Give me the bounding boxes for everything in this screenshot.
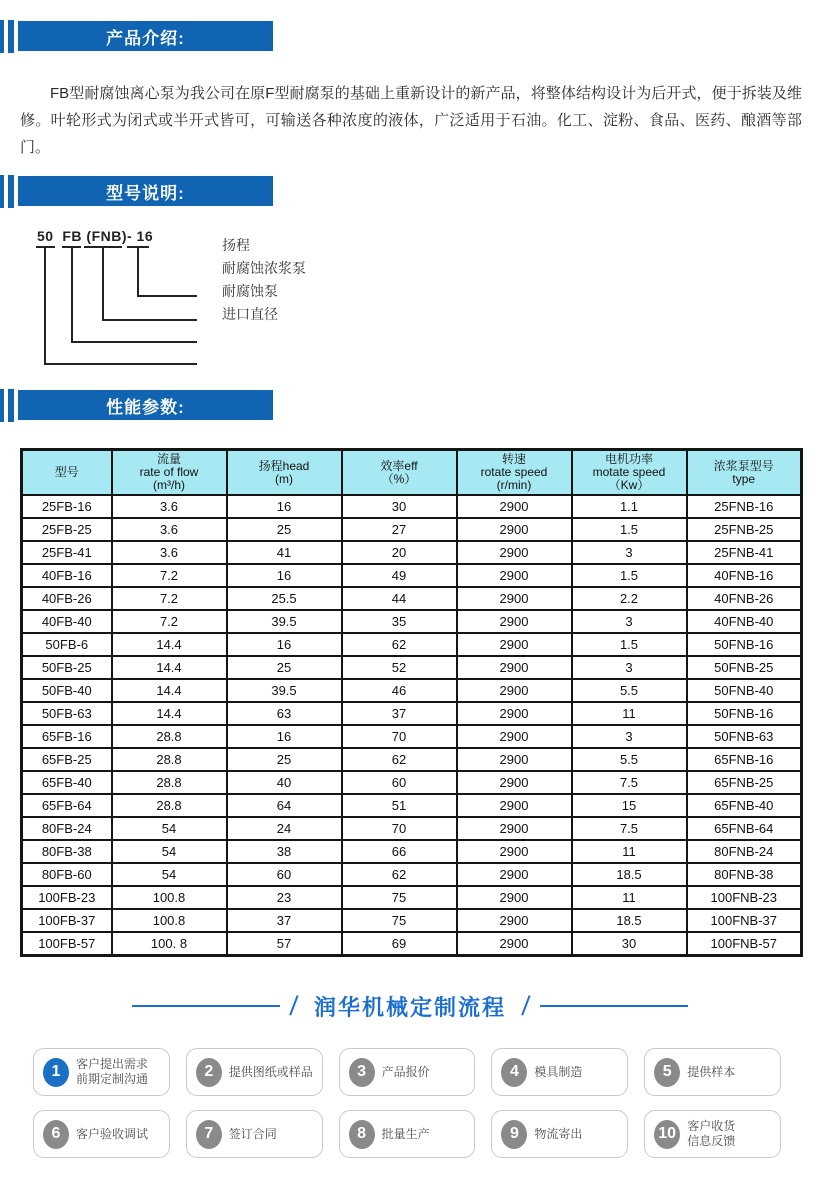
process-step-card <box>339 1048 476 1096</box>
table-cell: 70 <box>342 817 457 840</box>
table-cell: 50FB-25 <box>22 656 112 679</box>
table-cell: 3 <box>572 656 687 679</box>
table-cell: 100.8 <box>112 909 227 932</box>
table-cell: 65FB-64 <box>22 794 112 817</box>
table-cell: 25FB-25 <box>22 518 112 541</box>
table-cell: 57 <box>227 932 342 955</box>
table-cell: 2900 <box>457 610 572 633</box>
table-cell: 2900 <box>457 633 572 656</box>
step-label: 客户提出需求 前期定制沟通 <box>76 1057 149 1086</box>
table-cell: 70 <box>342 725 457 748</box>
model-label: 耐腐蚀泵 <box>222 283 278 299</box>
table-cell: 30 <box>342 495 457 518</box>
table-cell: 18.5 <box>572 863 687 886</box>
table-cell: 2900 <box>457 702 572 725</box>
model-label: 耐腐蚀浓浆泵 <box>222 260 306 276</box>
table-cell: 80FB-24 <box>22 817 112 840</box>
title-slash-right: / <box>520 990 532 1021</box>
table-cell: 25 <box>227 656 342 679</box>
table-cell: 54 <box>112 840 227 863</box>
table-cell: 2900 <box>457 495 572 518</box>
table-cell: 40FB-16 <box>22 564 112 587</box>
table-row <box>22 863 802 886</box>
table-cell: 60 <box>342 771 457 794</box>
table-cell: 51 <box>342 794 457 817</box>
table-cell: 20 <box>342 541 457 564</box>
banner-accent-bar <box>0 20 4 53</box>
table-cell: 25 <box>227 748 342 771</box>
step-number-badge: 10 <box>654 1120 680 1149</box>
table-cell: 100FNB-23 <box>687 886 802 909</box>
table-row <box>22 840 802 863</box>
table-cell: 100FNB-37 <box>687 909 802 932</box>
table-cell: 66 <box>342 840 457 863</box>
table-cell: 14.4 <box>112 633 227 656</box>
process-step-card <box>33 1048 170 1096</box>
table-cell: 18.5 <box>572 909 687 932</box>
table-cell: 64 <box>227 794 342 817</box>
column-header: 转速 rotate speed (r/min) <box>457 450 572 496</box>
table-cell: 40FNB-40 <box>687 610 802 633</box>
table-cell: 30 <box>572 932 687 955</box>
table-cell: 25FB-16 <box>22 495 112 518</box>
step-number-badge: 2 <box>196 1058 222 1087</box>
step-label: 客户收货 信息反馈 <box>687 1119 736 1148</box>
table-cell: 60 <box>227 863 342 886</box>
table-cell: 16 <box>227 495 342 518</box>
column-header: 效率eff （%） <box>342 450 457 496</box>
table-cell: 3.6 <box>112 495 227 518</box>
table-cell: 1.1 <box>572 495 687 518</box>
table-cell: 7.5 <box>572 771 687 794</box>
table-row <box>22 771 802 794</box>
table-cell: 100FB-57 <box>22 932 112 955</box>
table-cell: 65FNB-16 <box>687 748 802 771</box>
table-cell: 2900 <box>457 909 572 932</box>
column-header: 型号 <box>22 450 112 496</box>
step-number-badge: 7 <box>196 1120 222 1149</box>
table-cell: 2900 <box>457 748 572 771</box>
step-number-badge: 3 <box>349 1058 375 1087</box>
table-cell: 50FNB-25 <box>687 656 802 679</box>
table-cell: 50FNB-16 <box>687 702 802 725</box>
table-cell: 25FNB-16 <box>687 495 802 518</box>
table-cell: 2900 <box>457 564 572 587</box>
table-cell: 25.5 <box>227 587 342 610</box>
table-cell: 62 <box>342 863 457 886</box>
step-number-badge: 9 <box>501 1120 527 1149</box>
model-code-diagram-lines <box>30 244 202 372</box>
table-cell: 5.5 <box>572 748 687 771</box>
table-cell: 2.2 <box>572 587 687 610</box>
table-cell: 11 <box>572 886 687 909</box>
step-number-badge: 8 <box>349 1120 375 1149</box>
process-step-card <box>186 1048 323 1096</box>
table-cell: 3 <box>572 610 687 633</box>
table-cell: 39.5 <box>227 610 342 633</box>
table-cell: 16 <box>227 564 342 587</box>
banner-accent-bar <box>0 389 4 422</box>
table-cell: 100FNB-57 <box>687 932 802 955</box>
banner-accent-bar <box>8 389 14 422</box>
table-cell: 38 <box>227 840 342 863</box>
table-cell: 100. 8 <box>112 932 227 955</box>
table-cell: 28.8 <box>112 748 227 771</box>
table-row <box>22 587 802 610</box>
table-cell: 40FNB-26 <box>687 587 802 610</box>
step-number-badge: 1 <box>43 1058 69 1087</box>
performance-parameters-table <box>20 448 803 957</box>
table-cell: 50FNB-40 <box>687 679 802 702</box>
table-cell: 28.8 <box>112 794 227 817</box>
step-number-badge: 6 <box>43 1120 69 1149</box>
table-cell: 1.5 <box>572 518 687 541</box>
table-cell: 40FB-40 <box>22 610 112 633</box>
table-cell: 40FB-26 <box>22 587 112 610</box>
table-cell: 2900 <box>457 771 572 794</box>
process-steps-row-2 <box>33 1110 781 1158</box>
table-cell: 80FB-60 <box>22 863 112 886</box>
table-cell: 14.4 <box>112 702 227 725</box>
table-cell: 14.4 <box>112 656 227 679</box>
step-label: 提供样本 <box>687 1064 736 1079</box>
table-cell: 46 <box>342 679 457 702</box>
table-row <box>22 610 802 633</box>
section-title-performance-params: 性能参数: <box>18 390 273 420</box>
step-label: 产品报价 <box>381 1064 430 1079</box>
banner-accent-bar <box>8 175 14 208</box>
step-label: 模具制造 <box>534 1064 583 1079</box>
banner-accent-bar <box>0 175 4 208</box>
process-step-card <box>644 1110 781 1158</box>
model-code-text: 50 FB (FNB)- 16 <box>37 228 154 244</box>
process-step-card <box>33 1110 170 1158</box>
table-cell: 11 <box>572 840 687 863</box>
table-cell: 3.6 <box>112 518 227 541</box>
table-cell: 1.5 <box>572 633 687 656</box>
column-header: 扬程head (m) <box>227 450 342 496</box>
table-cell: 3.6 <box>112 541 227 564</box>
model-label: 进口直径 <box>222 306 278 322</box>
table-cell: 25FB-41 <box>22 541 112 564</box>
column-header: 流量 rate of flow (m³/h) <box>112 450 227 496</box>
table-cell: 2900 <box>457 725 572 748</box>
process-step-card <box>186 1110 323 1158</box>
table-cell: 52 <box>342 656 457 679</box>
table-cell: 2900 <box>457 587 572 610</box>
table-cell: 50FB-6 <box>22 633 112 656</box>
table-cell: 2900 <box>457 886 572 909</box>
table-row <box>22 633 802 656</box>
table-cell: 23 <box>227 886 342 909</box>
table-row <box>22 656 802 679</box>
table-cell: 40 <box>227 771 342 794</box>
table-cell: 25FNB-25 <box>687 518 802 541</box>
table-row <box>22 725 802 748</box>
table-cell: 65FB-25 <box>22 748 112 771</box>
table-cell: 1.5 <box>572 564 687 587</box>
table-cell: 11 <box>572 702 687 725</box>
table-cell: 62 <box>342 748 457 771</box>
table-cell: 2900 <box>457 679 572 702</box>
model-label-list <box>222 234 306 326</box>
table-cell: 100FB-37 <box>22 909 112 932</box>
table-row <box>22 817 802 840</box>
table-cell: 15 <box>572 794 687 817</box>
table-cell: 65FB-16 <box>22 725 112 748</box>
process-step-card <box>491 1110 628 1158</box>
table-cell: 24 <box>227 817 342 840</box>
table-cell: 2900 <box>457 863 572 886</box>
table-row <box>22 748 802 771</box>
table-cell: 63 <box>227 702 342 725</box>
table-cell: 7.2 <box>112 610 227 633</box>
step-label: 物流寄出 <box>534 1126 583 1141</box>
table-cell: 50FNB-16 <box>687 633 802 656</box>
table-cell: 49 <box>342 564 457 587</box>
table-cell: 7.5 <box>572 817 687 840</box>
table-row <box>22 909 802 932</box>
step-number-badge: 4 <box>501 1058 527 1087</box>
table-cell: 2900 <box>457 794 572 817</box>
column-header: 浓浆泵型号 type <box>687 450 802 496</box>
table-row <box>22 495 802 518</box>
table-cell: 3 <box>572 725 687 748</box>
table-cell: 80FB-38 <box>22 840 112 863</box>
table-cell: 7.2 <box>112 587 227 610</box>
table-row <box>22 794 802 817</box>
table-row <box>22 679 802 702</box>
table-cell: 16 <box>227 725 342 748</box>
table-cell: 39.5 <box>227 679 342 702</box>
table-cell: 50FB-40 <box>22 679 112 702</box>
table-cell: 2900 <box>457 541 572 564</box>
table-cell: 75 <box>342 886 457 909</box>
table-cell: 65FB-40 <box>22 771 112 794</box>
table-row <box>22 564 802 587</box>
table-cell: 27 <box>342 518 457 541</box>
table-cell: 2900 <box>457 932 572 955</box>
table-cell: 2900 <box>457 817 572 840</box>
table-cell: 100FB-23 <box>22 886 112 909</box>
table-cell: 65FNB-64 <box>687 817 802 840</box>
table-row <box>22 702 802 725</box>
model-label: 扬程 <box>222 237 250 253</box>
process-steps-row-1 <box>33 1048 781 1096</box>
table-cell: 69 <box>342 932 457 955</box>
table-cell: 2900 <box>457 518 572 541</box>
step-label: 提供图纸或样品 <box>228 1064 313 1079</box>
table-cell: 65FNB-40 <box>687 794 802 817</box>
process-step-card <box>644 1048 781 1096</box>
table-cell: 80FNB-24 <box>687 840 802 863</box>
product-intro-paragraph: FB型耐腐蚀离心泵为我公司在原F型耐腐泵的基础上重新设计的新产品，将整体结构设计为后开式，便于拆装及维修。叶轮形式为闭式或半开式皆可，可输送各种浓度的液体，广泛适用于石油。化工、淀粉、食品、医药、酿酒等部门。 <box>20 85 802 156</box>
section-title-model-description: 型号说明: <box>18 176 273 206</box>
table-cell: 7.2 <box>112 564 227 587</box>
title-decor-line-right <box>540 1005 688 1007</box>
table-row <box>22 541 802 564</box>
step-label: 客户验收调试 <box>76 1126 149 1141</box>
table-cell: 16 <box>227 633 342 656</box>
title-decor-line-left <box>132 1005 280 1007</box>
table-cell: 44 <box>342 587 457 610</box>
banner-accent-bar <box>8 20 14 53</box>
table-cell: 41 <box>227 541 342 564</box>
column-header: 电机功率 motate speed （Kw） <box>572 450 687 496</box>
process-section-title: 润华机械定制流程 <box>313 994 506 1020</box>
table-cell: 2900 <box>457 656 572 679</box>
table-cell: 2900 <box>457 840 572 863</box>
table-row <box>22 886 802 909</box>
section-title-product-intro: 产品介绍: <box>18 21 273 51</box>
step-label: 签订合同 <box>228 1126 277 1141</box>
table-cell: 28.8 <box>112 725 227 748</box>
table-cell: 75 <box>342 909 457 932</box>
table-cell: 40FNB-16 <box>687 564 802 587</box>
table-cell: 37 <box>342 702 457 725</box>
step-number-badge: 5 <box>654 1058 680 1087</box>
table-cell: 54 <box>112 817 227 840</box>
table-cell: 62 <box>342 633 457 656</box>
table-cell: 80FNB-38 <box>687 863 802 886</box>
table-cell: 54 <box>112 863 227 886</box>
table-cell: 25 <box>227 518 342 541</box>
table-cell: 3 <box>572 541 687 564</box>
process-title-row <box>0 988 820 1024</box>
table-row <box>22 932 802 955</box>
table-cell: 25FNB-41 <box>687 541 802 564</box>
process-step-card <box>339 1110 476 1158</box>
title-slash-left: / <box>288 990 300 1021</box>
table-cell: 28.8 <box>112 771 227 794</box>
table-header-row <box>22 450 802 496</box>
step-label: 批量生产 <box>381 1126 430 1141</box>
process-step-card <box>491 1048 628 1096</box>
table-cell: 50FB-63 <box>22 702 112 725</box>
table-row <box>22 518 802 541</box>
table-cell: 100.8 <box>112 886 227 909</box>
table-cell: 5.5 <box>572 679 687 702</box>
table-cell: 14.4 <box>112 679 227 702</box>
table-cell: 37 <box>227 909 342 932</box>
table-cell: 65FNB-25 <box>687 771 802 794</box>
table-cell: 35 <box>342 610 457 633</box>
table-cell: 50FNB-63 <box>687 725 802 748</box>
